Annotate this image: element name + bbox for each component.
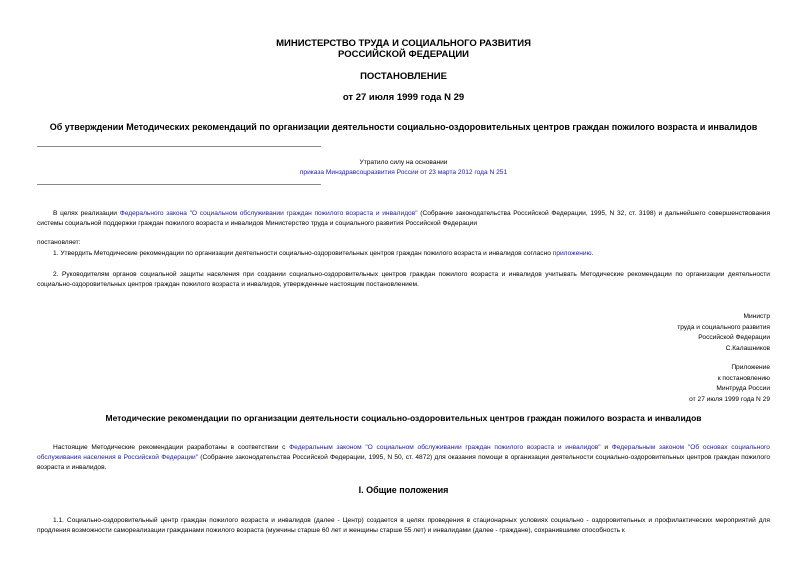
appendix-ministry: Минтруда России: [716, 385, 770, 392]
preamble-suffix: (Собрание законодательства Российской Федерации, 1995, N 32, ст. 3198) и дальнейшего совершенствования системы социальной поддержки граждан пожилого возраста и инвалидов Министерство труда и социального развития Российской Федерации: [37, 210, 771, 227]
appendix-label: Приложение: [731, 364, 770, 371]
ministry-name-line1: МИНИСТЕРСТВО ТРУДА И СОЦИАЛЬНОГО РАЗВИТИЯ: [276, 38, 531, 49]
item-2-paragraph: 2. Руководителям органов социальной защиты населения при создании социально-оздоровительных центров граждан пожилого возраста и инвалидов учитывать Методические рекомендации по организации деятельности социально-оздоровительных центров граждан пожилого возраста и инвалидов, утвержденные настоящим постановлением.: [37, 271, 770, 288]
law-link-2[interactable]: Федеральным законом "Об основах социального обслуживания населения в Российской Федерации": [37, 444, 770, 461]
intro-suffix: (Собрание законодательства Российской Федерации, 1995, N 50, ст. 4872) для оказания помощи в организации деятельности социально-оздоровительных центров граждан пожилого возраста и инвалидов.: [37, 454, 770, 471]
signature-title: Министр: [743, 313, 770, 320]
item-1-paragraph: [37, 249, 770, 259]
intro-prefix: Настоящие Методические рекомендации разработаны в соответствии с: [53, 444, 290, 451]
preamble-prefix: В целях реализации: [53, 210, 120, 217]
appendix-block: [570, 363, 770, 405]
item-1-text: 1. Утвердить Методические рекомендации по организации деятельности социально-оздоровительных центров граждан пожилого возраста и инвалидов согласно: [53, 250, 553, 257]
signature-position: труда и социального развития: [677, 323, 770, 331]
divider-top: [37, 146, 321, 147]
section-1-heading: I. Общие положения: [358, 485, 449, 495]
status-note-link[interactable]: приказа Минздравсоцразвития России от 23 марта 2012 года N 251: [299, 169, 508, 176]
document-type: ПОСТАНОВЛЕНИЕ: [360, 71, 447, 82]
signature-country: Российской Федерации: [698, 334, 770, 341]
paragraph-1-1: 1.1. Социально-оздоровительный центр граждан пожилого возраста и инвалидов (далее - Центр) создается в целях проведения в стационарных условиях социально - оздоровительных и профилактических мероприятий для продления возможности самореализации гражданами пожилого возраста (мужчины старше 60 лет и женщины старше 55 лет) и инвалидами (далее - граждане), сохранившими способность к: [37, 517, 770, 534]
preamble-paragraph: [37, 209, 770, 229]
item-1-end: .: [591, 250, 594, 257]
appendix-to: к постановлению: [717, 374, 770, 382]
law-link-1[interactable]: Федеральным законом "О социальном обслуживании граждан пожилого возраста и инвалидов": [289, 444, 601, 451]
appendix-link[interactable]: приложению: [552, 250, 592, 257]
methodic-title: Методические рекомендации по организации деятельности социально-оздоровительных центров граждан пожилого возраста и инвалидов: [105, 413, 702, 423]
document-title: Об утверждении Методических рекомендаций по организации деятельности социально-оздоровительных центров граждан пожилого возраста и инвалидов: [49, 122, 758, 132]
signature-block: [570, 312, 770, 354]
document-date: от 27 июля 1999 года N 29: [342, 92, 465, 103]
federal-law-link[interactable]: Федерального закона "О социальном обслуживании граждан пожилого возраста и инвалидов": [119, 210, 418, 217]
signature-name: С.Калашников: [725, 344, 770, 352]
intro-mid: и: [600, 444, 612, 451]
resolves-label: постановляет:: [37, 239, 81, 246]
appendix-date: от 27 июля 1999 года N 29: [689, 395, 770, 403]
intro-paragraph: [37, 443, 770, 473]
divider-bottom: [37, 184, 321, 185]
ministry-name-line2: РОССИЙСКОЙ ФЕДЕРАЦИИ: [337, 49, 469, 60]
status-note-text: Утратило силу на основании: [359, 159, 448, 166]
